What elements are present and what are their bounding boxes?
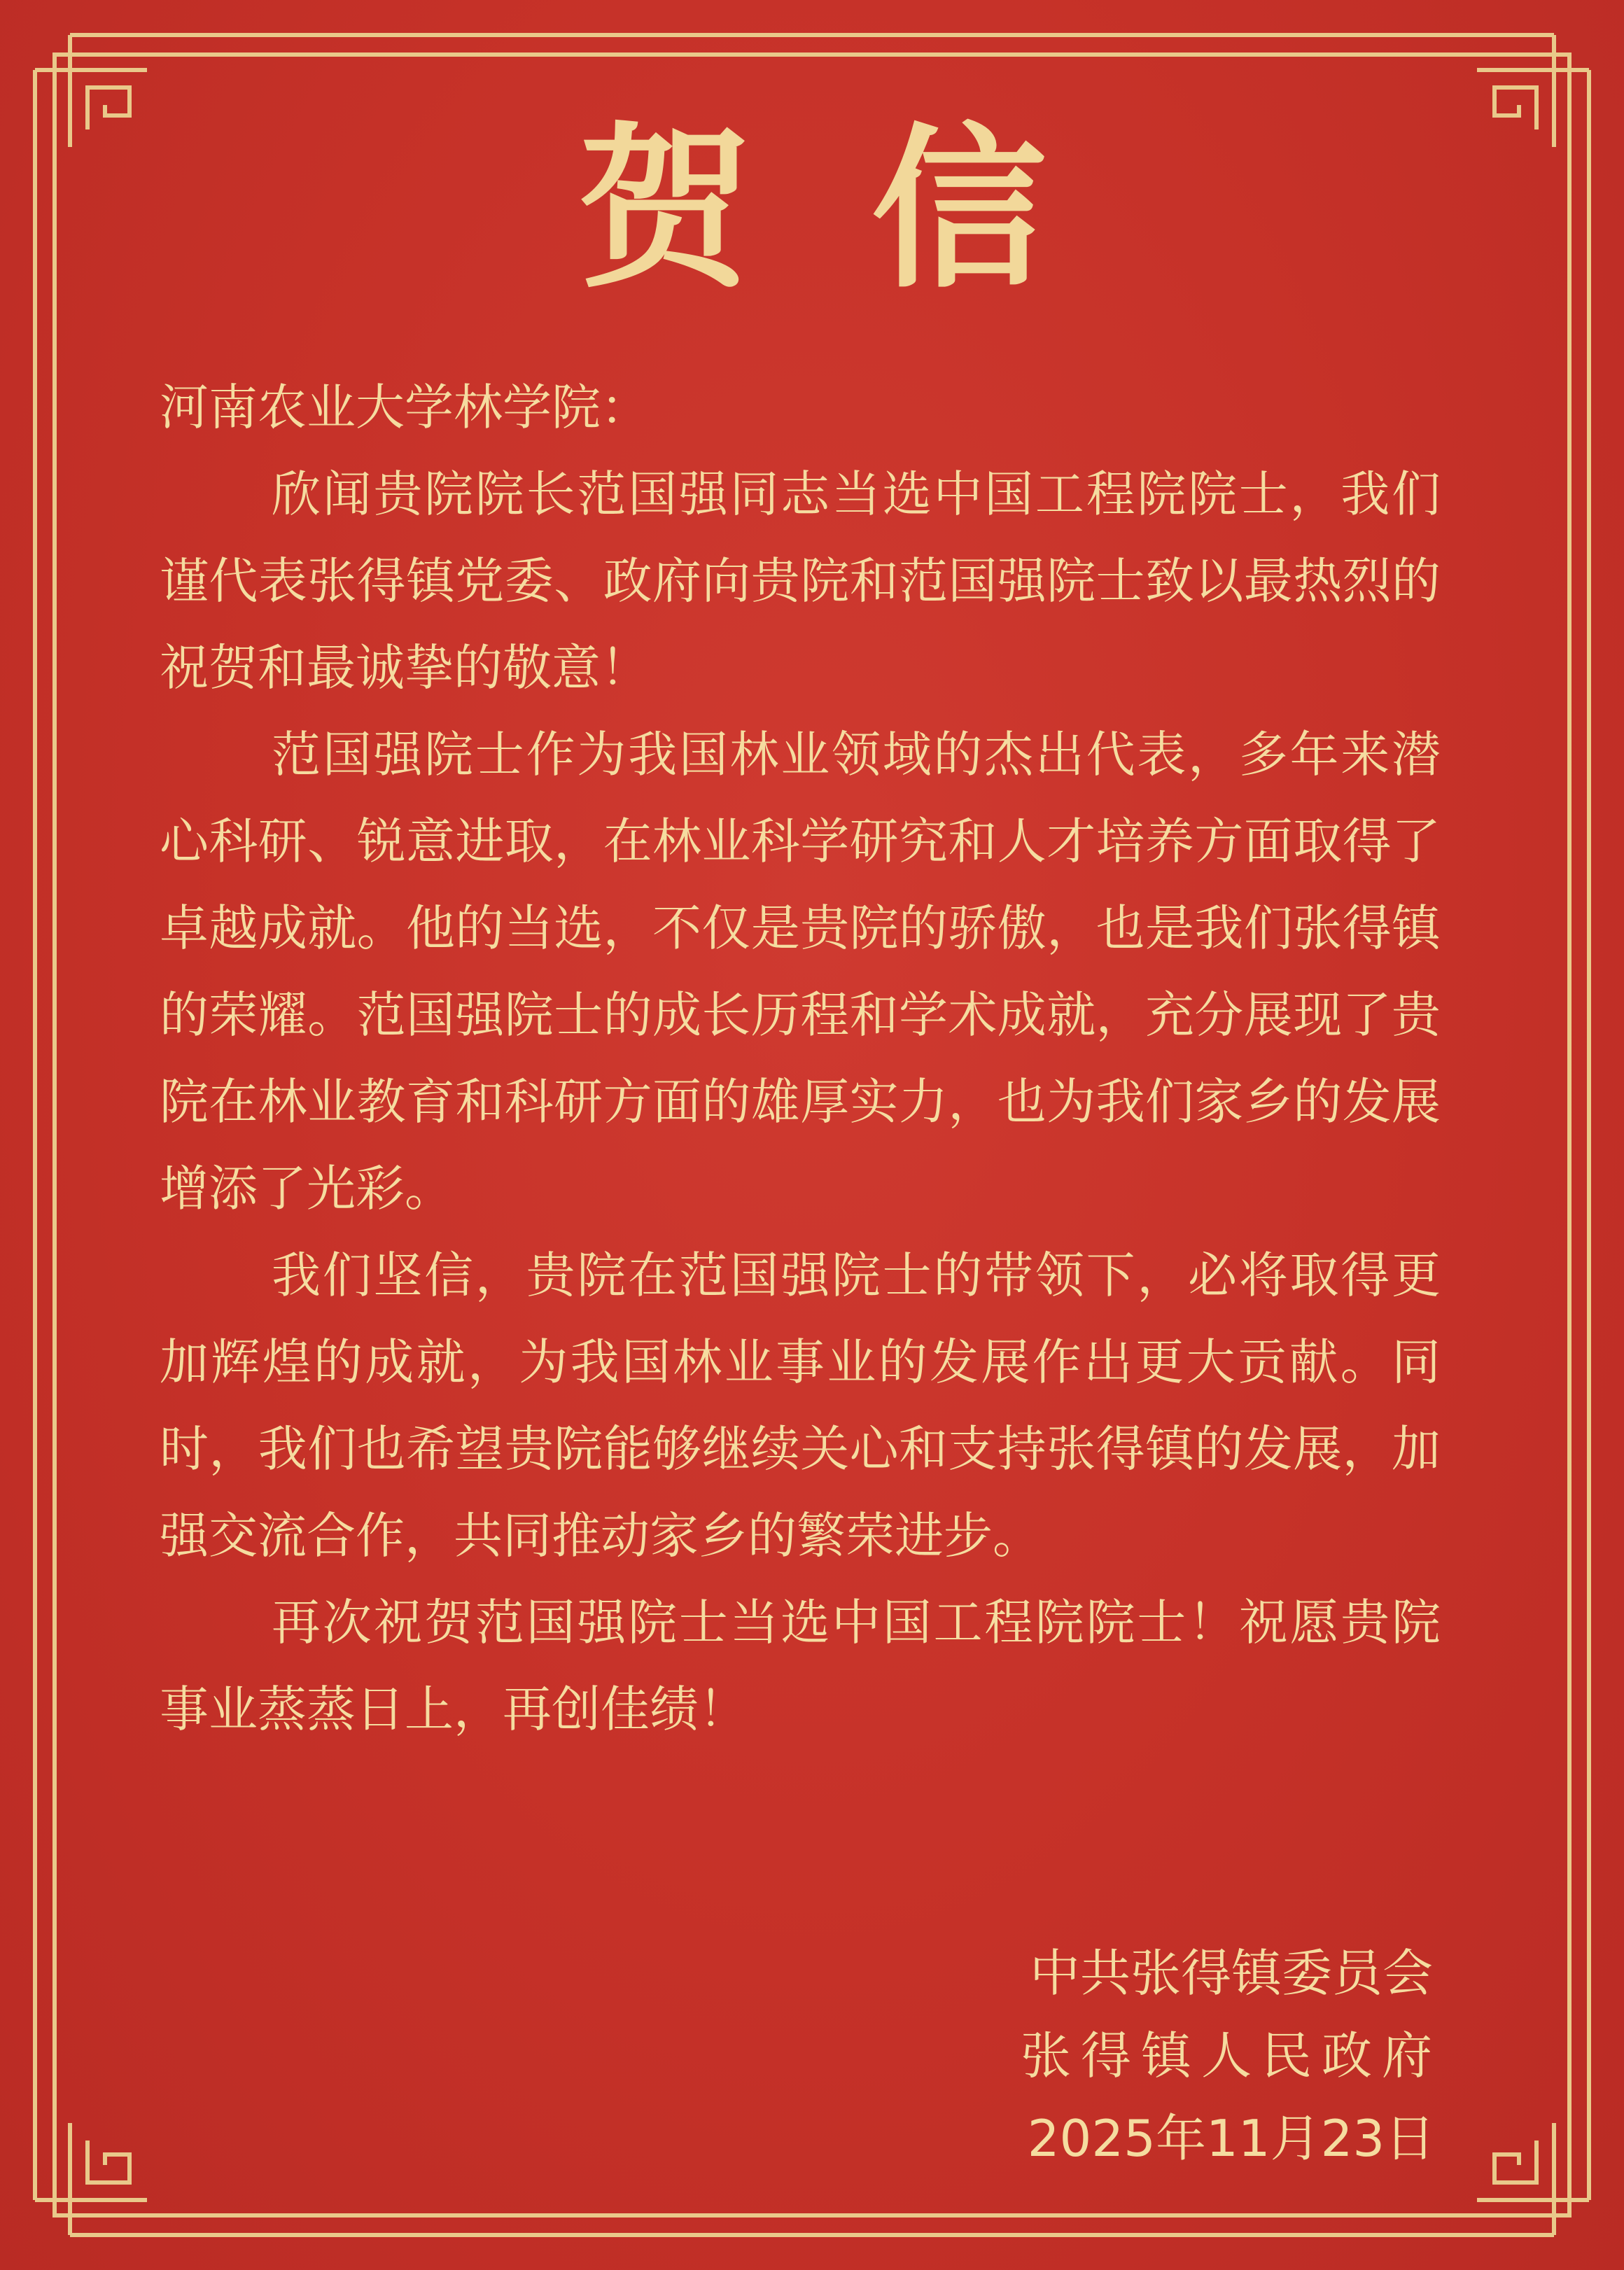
paragraph-wishes: 我们坚信，贵院在范国强院士的带领下，必将取得更加辉煌的成就，为我国林业事业的发展作出更大贡献。同时，我们也希望贵院能够继续关心和支持张得镇的发展，加强交流合作，共同推动家乡的繁荣进步。 (160, 1247, 1441, 1564)
paragraph-closing: 再次祝贺范国强院士当选中国工程院院士！祝愿贵院事业蒸蒸日上，再创佳绩！ (160, 1594, 1441, 1738)
salutation: 河南农业大学林学院： (160, 379, 650, 436)
signature-date: 2025年11月23日 (1027, 2109, 1436, 2168)
letter-body (160, 364, 1441, 1753)
paragraph-achievements: 范国强院士作为我国林业领域的杰出代表，多年来潜心科研、锐意进取，在林业科学研究和人才培养方面取得了卓越成就。他的当选，不仅是贵院的骄傲，也是我们张得镇的荣耀。范国强院士的成长历程和学术成就，充分展现了贵院在林业教育和科研方面的雄厚实力，也为我们家乡的发展增添了光彩。 (160, 726, 1441, 1217)
letter-title: 贺信 (578, 108, 1166, 311)
signature-government: 张得镇人民政府 (1020, 2026, 1442, 2085)
paragraph-congratulation: 欣闻贵院院长范国强同志当选中国工程院院士，我们谨代表张得镇党委、政府向贵院和范国强院士致以最热烈的祝贺和最诚挚的敬意！ (160, 465, 1441, 696)
signature-committee: 中共张得镇委员会 (1029, 1944, 1433, 2003)
signature-block (1021, 1932, 1442, 2180)
